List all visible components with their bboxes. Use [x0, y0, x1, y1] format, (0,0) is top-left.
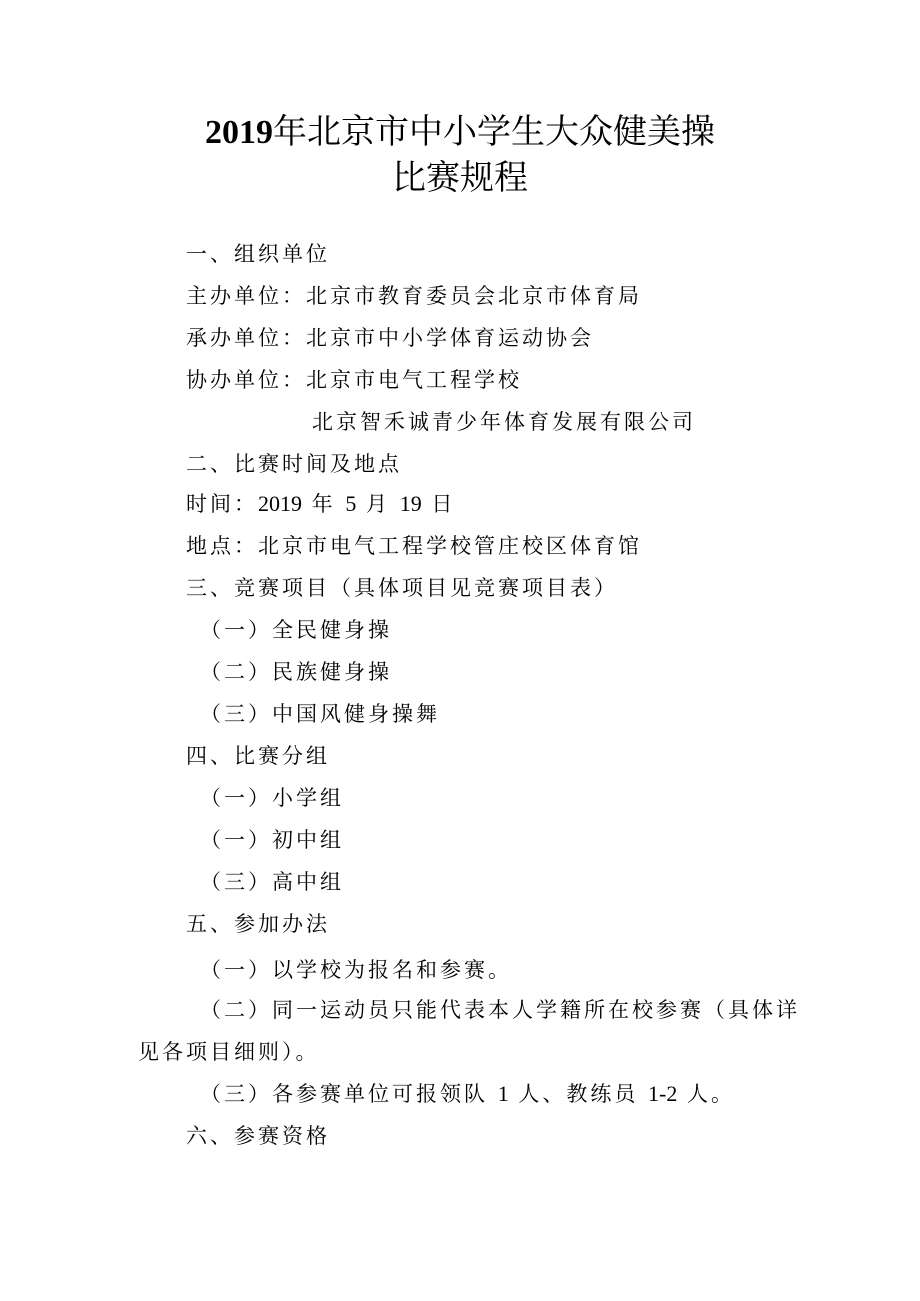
event-time	[186, 490, 455, 518]
event-item: （三）中国风健身操舞	[200, 702, 440, 726]
time-year-unit: 年	[302, 492, 346, 516]
event-item: （二）民族健身操	[200, 660, 392, 684]
section-heading-qualification: 六、参赛资格	[186, 1124, 330, 1148]
group-item: （一）初中组	[200, 828, 344, 852]
co-organizer-unit-2: 北京智禾诚青少年体育发展有限公司	[312, 410, 696, 434]
time-year: 2019	[258, 491, 302, 516]
co-organizer-unit: 协办单位：北京市电气工程学校	[186, 368, 522, 392]
document-title-line-2: 比赛规程	[392, 158, 528, 198]
time-day-unit: 日	[421, 492, 456, 516]
time-day: 19	[399, 491, 422, 516]
group-item: （一）小学组	[200, 786, 344, 810]
time-month-unit: 月	[356, 492, 400, 516]
section-heading-participation: 五、参加办法	[186, 912, 330, 936]
time-month: 5	[345, 491, 357, 516]
section-heading-groups: 四、比赛分组	[186, 744, 330, 768]
participation-item-1: （一）以学校为报名和参赛。	[200, 958, 512, 982]
participation-item-3	[200, 1080, 735, 1108]
section-heading-organization: 一、组织单位	[186, 242, 330, 266]
item3-post: 人。	[677, 1082, 736, 1106]
item3-pre: （三）各参赛单位可报领队	[200, 1082, 498, 1106]
event-place: 地点：北京市电气工程学校管庄校区体育馆	[186, 534, 642, 558]
section-heading-time-place: 二、比赛时间及地点	[186, 452, 402, 476]
participation-item-2-line-2: 见各项目细则）。	[138, 1040, 320, 1064]
section-heading-events: 三、竞赛项目（具体项目见竞赛项目表）	[186, 576, 618, 600]
title-year: 2019	[205, 114, 273, 151]
item3-mid: 人、教练员	[508, 1082, 649, 1106]
document-title-line-1	[0, 112, 920, 153]
item3-coach-count: 1-2	[648, 1081, 678, 1106]
title-text: 年北京市中小学生大众健美操	[273, 112, 715, 152]
time-label: 时间：	[186, 492, 258, 516]
host-unit: 主办单位：北京市教育委员会北京市体育局	[186, 284, 642, 308]
group-item: （三）高中组	[200, 870, 344, 894]
participation-item-2-line-1: （二）同一运动员只能代表本人学籍所在校参赛（具体详	[200, 998, 800, 1022]
event-item: （一）全民健身操	[200, 618, 392, 642]
organizer-unit: 承办单位：北京市中小学体育运动协会	[186, 326, 594, 350]
item3-leader-count: 1	[497, 1081, 509, 1106]
